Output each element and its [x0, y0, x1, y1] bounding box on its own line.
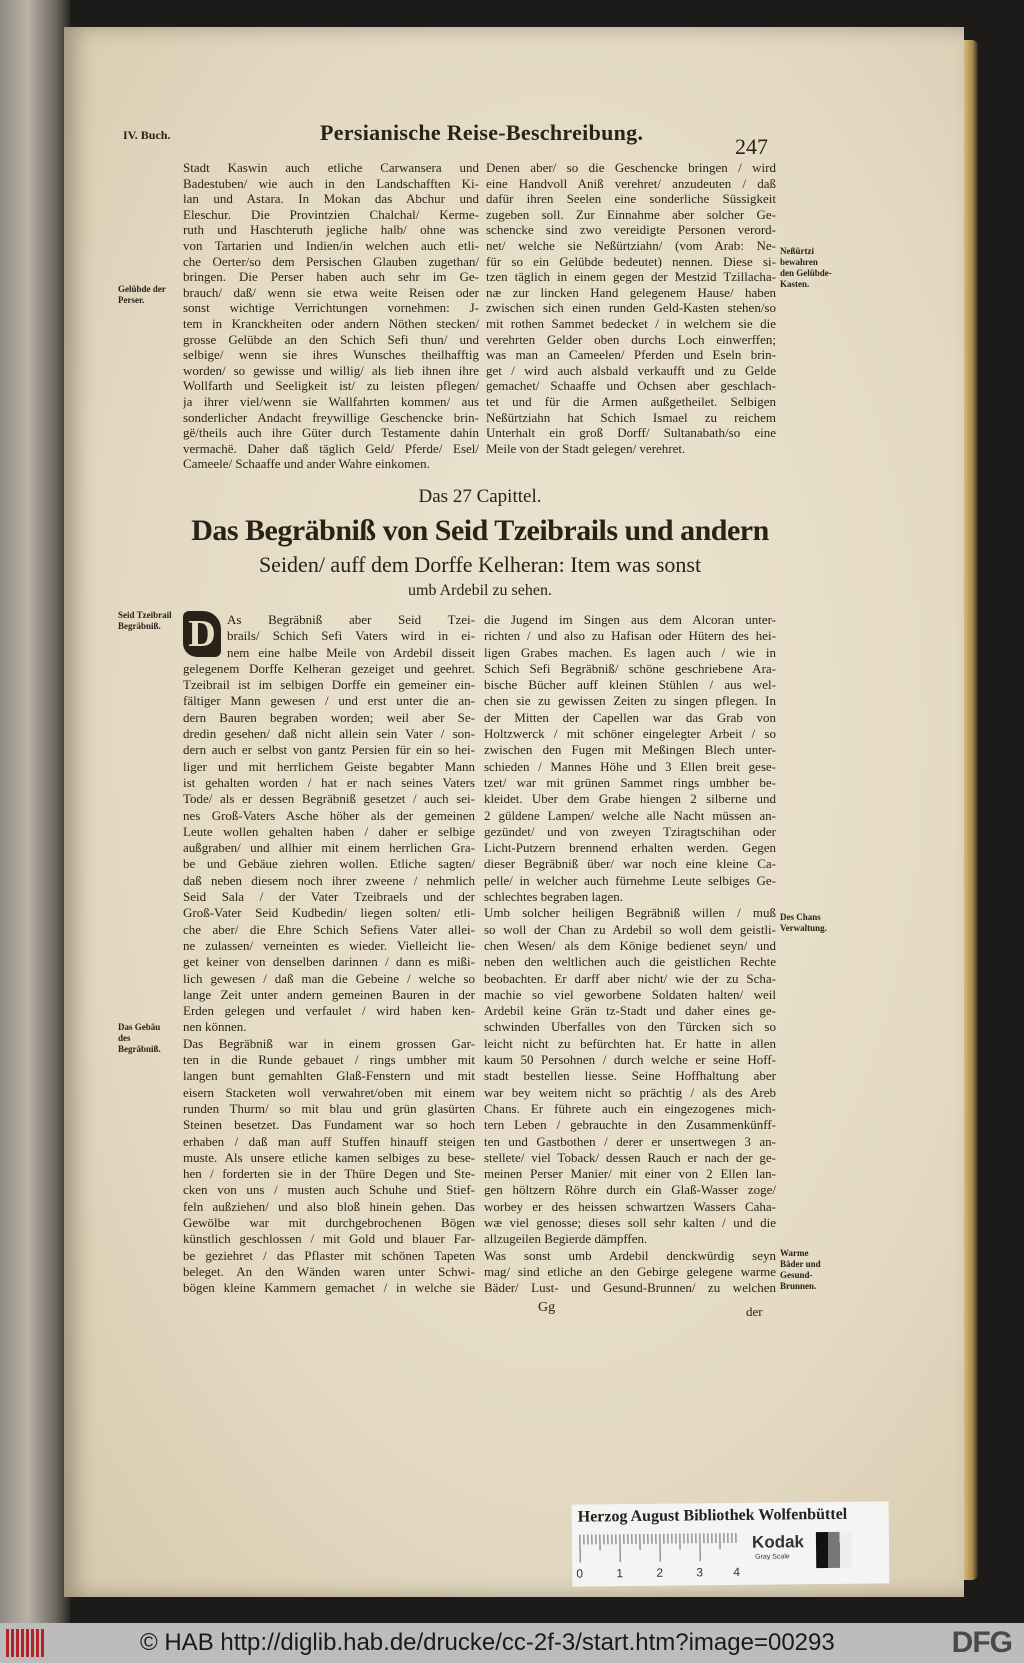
text-line: Erden gelegen und verfaulet / wird haben ken- — [183, 1003, 475, 1019]
chapter-title-line-2: Seiden/ auff dem Dorffe Kelheran: Item was sonst — [258, 552, 702, 577]
text-line: che Oerter/so dem Persischen Glauben zugethan/ — [183, 253, 479, 269]
text-line: Wollfarth und Seeligkeit ist/ zu leisten pflegen/ — [183, 378, 479, 394]
text-line: daß neben diesem noch ihrer zweene / nehmlich — [183, 872, 475, 888]
text-line: schencke sind zwo vereidigte Personen verord- — [486, 222, 776, 238]
text-line: stellete/ viel Toback/ dessen Rauch er nach der ge- — [484, 1149, 776, 1165]
text-line: 2 güldene Lampen/ welche alle Nacht müssen an- — [484, 807, 776, 823]
text-line: eine Handvoll Aniß verehret/ anzudeuten / daß — [486, 175, 776, 191]
text-line: verehrten Gelder oben durchs Loch einwerffen; — [486, 331, 776, 347]
text-line: ist gehalten worden / hat er nach seines Vaters — [183, 774, 475, 790]
text-line: Gewölbe war mit durchgebrochenen Bögen — [183, 1214, 475, 1230]
lower-left-column — [183, 612, 475, 1296]
text-line: war bey weitem nicht so prächtig / als des Areb — [484, 1084, 776, 1100]
text-line: bische Bücher auff kleinen Stühlen / aus wel- — [484, 677, 776, 693]
text-line: Groß-Vater Seid Kudbedin/ liegen solten/ etli- — [183, 905, 475, 921]
text-line: hen / forderten sie in der Thüre Degen und Ste- — [183, 1166, 475, 1182]
text-line: Denen aber/ so die Geschencke bringen / wird — [486, 160, 776, 175]
text-line: dieser Begräbniß über/ war noch eine kleine Ca- — [484, 856, 776, 872]
dfg-logo: DFG — [951, 1626, 1012, 1659]
text-line: ne zulassen/ verneinten es wieder. Vielleicht lie- — [183, 937, 475, 953]
text-line: der Mitten der Capellen war das Grab von — [484, 709, 776, 725]
text-line: schieden / Mannes Höhe und 3 Ellen breit gese- — [484, 758, 776, 774]
upper-right-column — [486, 160, 776, 456]
text-line: machie so viel geworbene Soldaten halten/ weil — [484, 986, 776, 1002]
ruler-tick-label: 0 — [576, 1566, 584, 1581]
text-line: von Tartarien und Indien/in welchen auch etli- — [183, 237, 479, 253]
chapter-number: Das 27 Capittel. — [418, 486, 542, 507]
text-line: mag/ sind etliche an den Gebirge gelegene warme — [484, 1263, 776, 1279]
text-line: tzen täglich in einem gegen der Mestzid Tzillacha- — [486, 269, 776, 285]
signature-mark: Gg — [538, 1300, 556, 1315]
text-line: fältiger Mann gewesen / und erst unter die an- — [183, 693, 475, 709]
color-card — [572, 1501, 890, 1586]
margin-note-chans: Des Chans Verwaltung. — [780, 912, 827, 933]
text-line: gen höltzern Röhre durch ein Glaß-Wasser zoge/ — [484, 1182, 776, 1198]
text-line: sonst wichtige Verrichtungen vornehmen: J- — [183, 300, 479, 316]
text-line: dern Bauren begraben worden; weil aber Se- — [183, 709, 475, 725]
gray-scale-label: Gray Scale — [755, 1553, 790, 1561]
text-line: meinen Perser Manier/ mit einer von 2 Ellen lan- — [484, 1166, 776, 1182]
text-line: runden Thurm/ so mit blau und grün glasürten — [183, 1100, 475, 1116]
text-line: As Begräbniß aber Seid Tzei- — [227, 612, 475, 627]
text-line: Unterhalt ein groß Dorff/ Sultanabath/so eine — [486, 425, 776, 441]
text-line: net/ welche sie Neßürtziahn/ (vom Arab: Ne- — [486, 237, 776, 253]
text-line: Umb solcher heiligen Begräbniß willen / muß — [484, 905, 776, 921]
text-line: brauch/ daß/ wenn sie etwa weite Reisen oder — [183, 284, 479, 300]
text-line: vermachë. Daher daß täglich Geld/ Pferde/ Esel/ — [183, 440, 479, 456]
text-line: künstlich geschlossen / mit Gold und blauer Far- — [183, 1231, 475, 1247]
text-line: get / wird auch alsbald verkaufft und zu Gelde — [486, 362, 776, 378]
text-line: bögen kleine Kammern gemachet / in welche sie — [183, 1280, 475, 1296]
text-line: zugeben soll. Zur Einnahme aber solcher Ge- — [486, 206, 776, 222]
text-line: für so ein Gelübde bedeutet) nennen. Diese si- — [486, 253, 776, 269]
text-line: richten / und also zu Hafisan oder Hütern des hei- — [484, 628, 776, 644]
facing-page-edge — [0, 0, 70, 1623]
text-line: dredin gesehen/ daß nicht allein sein Vater / son- — [183, 726, 475, 742]
text-line: Cameele/ Schaaffe und ander Wahre einkomen. — [183, 456, 430, 472]
text-line: ten in die Runde gebauet / rings umbher mit — [183, 1052, 475, 1068]
text-line: ligen Grabes machen. Es lagen auch / wie in — [484, 644, 776, 660]
text-line: ruth und Haschteruth jegliche halb/ ohne was — [183, 222, 479, 238]
ruler-tick-label: 1 — [616, 1566, 624, 1581]
text-line: zwischen sich einen runden Geld-Kasten stehen/so — [486, 300, 776, 316]
text-line: stadt bestellen liesse. Seine Hoffhaltung aber — [484, 1068, 776, 1084]
footer-bar — [0, 1623, 1024, 1663]
margin-note-gelubde: Gelübde der Perser. — [118, 284, 166, 305]
text-line: be und Gebäue ziehren wollen. Etliche sagten/ — [183, 856, 475, 872]
text-line: Leute wollen gehalten haben / daher er selbige — [183, 823, 475, 839]
text-line: zwischen den Fugen mit Meßingen Blech unter- — [484, 742, 776, 758]
chapter-title-line-3: umb Ardebil zu sehen. — [408, 582, 552, 599]
text-line: tern Leben / gebrauchte in den Zusammenkünff- — [484, 1117, 776, 1133]
text-line: beobachten. Er darff aber nicht/ wie der zu Scha- — [484, 970, 776, 986]
text-line: dafür ihren Seelen eine sonderliche Süssigkeit — [486, 191, 776, 207]
text-line: leicht nicht zu befürchten hat. Er hatte in allen — [484, 1035, 776, 1051]
text-line: get keiner von denselben darinnen / dann es mißi- — [183, 954, 475, 970]
text-line: næ zur lincken Hand gelegenem Hause/ haben — [486, 284, 776, 300]
text-line: nen können. — [183, 1019, 247, 1035]
text-line: grosse Gelübde an den Schich Sefi thun/ und — [183, 331, 479, 347]
text-line: mit rothen Sammet bedecket / in welchem sie die — [486, 315, 776, 331]
text-line: was man an Cameelen/ Pferden und Eseln brin- — [486, 347, 776, 363]
upper-left-column — [183, 160, 479, 472]
kodak-brand: Kodak — [751, 1532, 805, 1552]
text-line: Steinen besetzet. Das Fundament war so hoch — [183, 1117, 475, 1133]
margin-note-seid: Seid Tzeibrail Begräbniß. — [118, 610, 172, 631]
ruler — [576, 1533, 741, 1581]
ruler-ticks — [578, 1533, 738, 1563]
text-line: Neßürtziahn hat Schich Ismael zu reichem — [486, 409, 776, 425]
text-line: tzet/ war mit grünen Sammet rings umbher be- — [484, 774, 776, 790]
text-line: gezündet/ und von zweyen Tziragtschihan oder — [484, 823, 776, 839]
text-line: tem in Kranckheiten oder andern Nöthen stecken/ — [183, 315, 479, 331]
text-line: chen Wesen/ als dem Könige bedienet seyn/ und — [484, 937, 776, 953]
text-line: Licht-Putzern brennend erhalten werden. Gegen — [484, 840, 776, 856]
text-line: Was sonst umb Ardebil denckwürdig seyn — [484, 1247, 776, 1263]
text-line: Seid Sala / der Vater Tzeibraels und der — [183, 889, 475, 905]
margin-note-gebau: Das Gebäu des Begräbniß. — [118, 1022, 161, 1054]
running-head-book: IV. Buch. — [123, 128, 171, 142]
text-line: nem eine halbe Meile von Ardebil disseit — [227, 644, 475, 660]
ruler-tick-label: 2 — [656, 1565, 664, 1580]
margin-note-warme: Warme Bäder und Gesund-Brunnen. — [780, 1248, 821, 1291]
drop-cap: D — [183, 611, 221, 657]
text-line: chen sie zu gewissen Zeiten zu singen pflegen. In — [484, 693, 776, 709]
text-line: feln außziehen/ und also bloß hinein gehen. Das — [183, 1198, 475, 1214]
text-line: tet und für die Armen außgetheilet. Selbigen — [486, 393, 776, 409]
text-line: gelegenem Dorffe Kelheran gezeiget und geehret. — [183, 660, 475, 676]
text-line: Tzeibrail ist im selbigen Dorffe ein gemeiner ein- — [183, 677, 475, 693]
text-line: sonderlicher Andacht freywillige Geschencke brin- — [183, 409, 479, 425]
hab-logo-icon — [6, 1629, 46, 1657]
institution-name: Herzog August Bibliothek Wolfenbüttel — [577, 1505, 848, 1526]
text-line: worbey er des heissen schwartzen Wassers Caha- — [484, 1198, 776, 1214]
text-line: worden/ so gewisse und willig/ als lieb ihnen ihre — [183, 362, 479, 378]
text-line: so woll der Chan zu Ardebil so woll dem geistli- — [484, 921, 776, 937]
text-line: lich gewesen / daß man die Gebeine / welche so — [183, 970, 475, 986]
text-line: muste. Als unsere etliche kamen selbiges zu bese- — [183, 1149, 475, 1165]
text-line: selbige/ wenn sie ihres Wunsches theilhafftig — [183, 347, 479, 363]
text-line: schlechtes begraben lagen. — [484, 889, 623, 905]
text-line: pelle/ in welcher auch fürnehme Leute selbiges Ge- — [484, 872, 776, 888]
ruler-tick-label: 4 — [733, 1564, 741, 1579]
text-line: kleidet. Uber dem Grabe hiengen 2 silberne und — [484, 791, 776, 807]
text-line: Tode/ als er dessen Begräbniß gesetzet / auch sei- — [183, 791, 475, 807]
text-line: Holtzwerck / mit schöner eingelegter Arbeit / so — [484, 726, 776, 742]
text-line: beleget. An den Wänden waren unter Schwi- — [183, 1263, 475, 1279]
text-line: Meile von der Stadt gelegen/ verehret. — [486, 440, 686, 456]
text-line: dern auch er selbst von gantz Persien für ein so hei- — [183, 742, 475, 758]
text-line: außgraben/ und allhier mit einem herrlichen Gra- — [183, 840, 475, 856]
text-line: lan und Astara. In Mokan das Abchur und — [183, 191, 479, 207]
text-line: erhaben / daß man auff Stuffen hinauff steigen — [183, 1133, 475, 1149]
gray-swatch — [816, 1532, 852, 1568]
footer-credit-link[interactable]: © HAB http://diglib.hab.de/drucke/cc-2f-3/start.htm?image=00293 — [140, 1629, 835, 1656]
text-line: wæ viel genosse; dieses soll sehr kalten / und die — [484, 1214, 776, 1230]
text-line: Stadt Kaswin auch etliche Carwansera und — [183, 160, 479, 175]
lower-right-column — [484, 612, 776, 1296]
text-line: die Jugend im Singen aus dem Alcoran unter- — [484, 612, 776, 627]
text-line: gemachet/ Schaaffe und Ochsen aber geschlach- — [486, 378, 776, 394]
text-line: Schich Sefi Begräbniß/ schöne geschriebene Ara- — [484, 660, 776, 676]
text-line: nes Groß-Vaters Asche höher als der gemeinen — [183, 807, 475, 823]
text-line: Badestuben/ wie auch in den Landschafften Ki- — [183, 175, 479, 191]
text-line: liger und mit herrlichem Geiste begabter Mann — [183, 758, 475, 774]
text-line: eisern Stacketen woll verwahret/oben mit einem — [183, 1084, 475, 1100]
text-line: Ardebil keine Grän tz-Stadt und daher eines ge- — [484, 1003, 776, 1019]
running-title: Persianische Reise-Beschreibung. — [320, 120, 644, 145]
text-line: allzugeilen Begierde dämpffen. — [484, 1231, 648, 1247]
text-line: Eleschur. Die Provintzien Chalchal/ Kerme- — [183, 206, 479, 222]
text-line: ja ihrer viel/wenn sie Wallfahrten kommen/ aus — [183, 393, 479, 409]
page-number: 247 — [735, 134, 768, 159]
text-line: brails/ Schich Sefi Vaters wird in ei- — [227, 628, 475, 644]
text-line: Bäder/ Lust- und Gesund-Brunnen/ zu welchen — [484, 1280, 776, 1296]
ruler-tick-label: 3 — [696, 1565, 704, 1580]
text-line: be geziehret / das Pflaster mit schönen Tapeten — [183, 1247, 475, 1263]
text-line: gë/theils auch ihre Güter durch Testamente dahin — [183, 425, 479, 441]
catchword: der — [746, 1304, 763, 1319]
text-line: neben den weltlichen auch die geistlichen Rechte — [484, 954, 776, 970]
text-line: Das Begräbniß war in einem grossen Gar- — [183, 1035, 475, 1051]
text-line: che aber/ die Ehre Schich Sefiens Vater allei- — [183, 921, 475, 937]
text-line: kaum 50 Persohnen / durch welche er seine Hoff- — [484, 1052, 776, 1068]
margin-note-nessurtzi: Neßürtzi bewahren den Gelübde-Kasten. — [780, 246, 832, 289]
text-line: bringen. Die Perser haben auch sehr im Ge- — [183, 269, 479, 285]
text-line: lange Zeit unter andern gemeinen Bauren in der — [183, 986, 475, 1002]
chapter-title-line-1: Das Begräbniß von Seid Tzeibrails und andern — [191, 514, 769, 547]
text-line: langen bunt gemahlten Glaß-Fenstern und mit — [183, 1068, 475, 1084]
text-line: cken von uns / musten auch Schuhe und Stief- — [183, 1182, 475, 1198]
text-line: Chans. Er führete auch ein eingezogenes mich- — [484, 1100, 776, 1116]
text-line: schwinden Uberfalles von den Türcken sich so — [484, 1019, 776, 1035]
text-line: ten und Gastbothen / derer er unsertwegen 3 an- — [484, 1133, 776, 1149]
